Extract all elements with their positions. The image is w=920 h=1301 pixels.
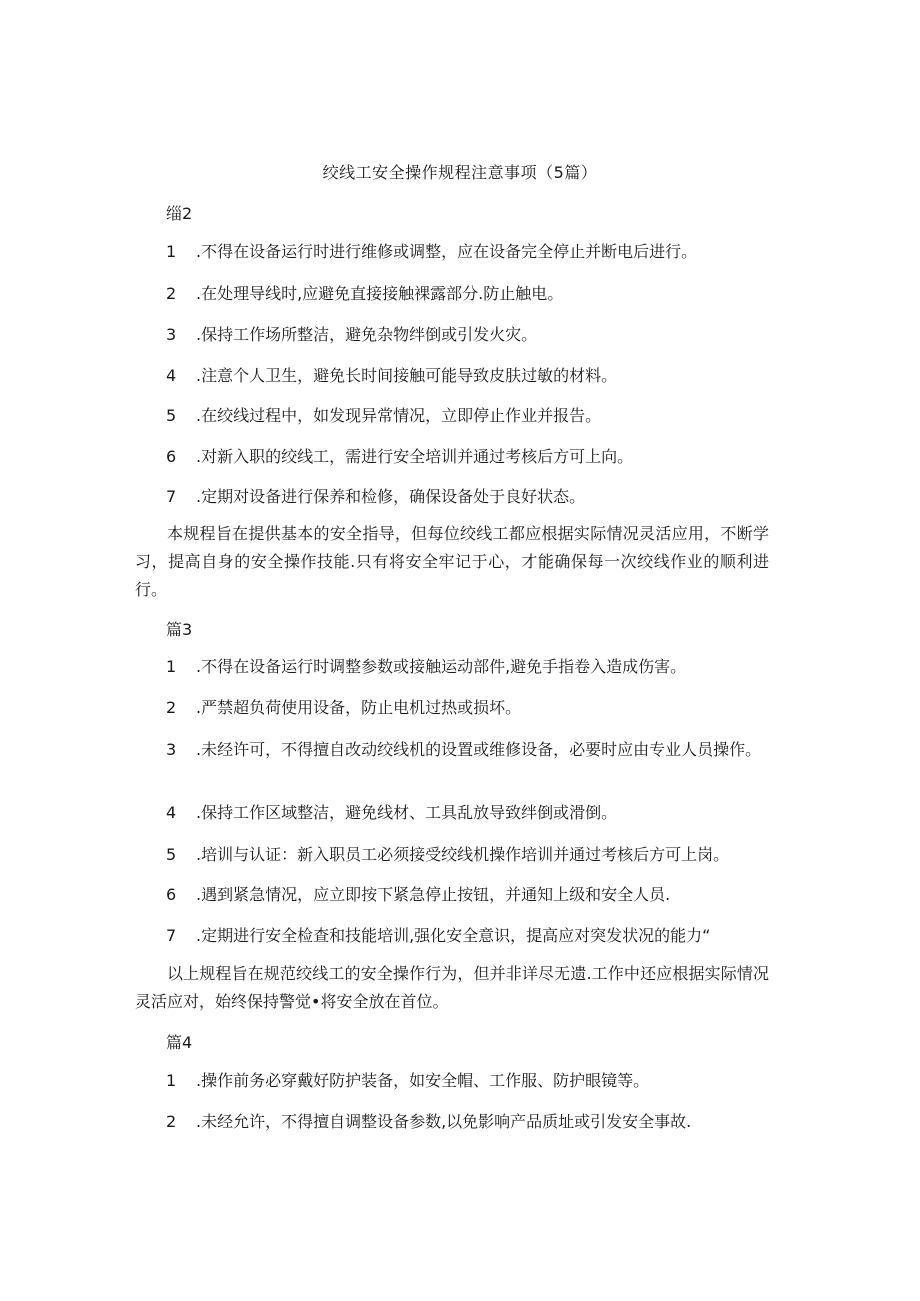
item-text: .对新入职的绞线工，需进行安全培训并通过考核后方可上向。 bbox=[196, 447, 634, 466]
section-label-2: 缁2 bbox=[166, 204, 193, 223]
list-item bbox=[166, 485, 766, 509]
item-text: .不得在设备运行时进行维修或调整，应在设备完全停止并断电后进行。 bbox=[196, 242, 698, 261]
item-number: 6 bbox=[166, 447, 177, 466]
list-item bbox=[166, 924, 766, 948]
item-number: 2 bbox=[166, 698, 177, 717]
item-number: 2 bbox=[166, 1112, 177, 1131]
item-number: 1 bbox=[166, 657, 177, 676]
item-number: 3 bbox=[166, 740, 177, 759]
list-item bbox=[166, 801, 766, 825]
item-number: 6 bbox=[166, 885, 177, 904]
item-text: .定期对设备进行保养和检修，确保设备处于良好状态。 bbox=[196, 487, 586, 506]
list-item bbox=[166, 404, 766, 428]
list-item bbox=[166, 1069, 766, 1093]
document-title: 绞线工安全操作规程注意事项（5篇） bbox=[322, 163, 598, 182]
item-text: .未经允许，不得擅自调整设备参数,以免影响产品质址或引发安全事故. bbox=[196, 1112, 692, 1131]
item-text: .不得在设备运行时调整参数或接触运动部件,避免手指卷入造成伤害。 bbox=[196, 657, 687, 676]
item-number: 4 bbox=[166, 366, 177, 385]
item-number: 5 bbox=[166, 845, 177, 864]
item-number: 1 bbox=[166, 1071, 177, 1090]
item-number: 4 bbox=[166, 803, 177, 822]
section-label-4: 篇4 bbox=[166, 1033, 193, 1052]
list-item bbox=[166, 738, 766, 762]
item-number: 5 bbox=[166, 406, 177, 425]
list-item bbox=[166, 696, 766, 720]
item-text: .注意个人卫生，避免长时间接触可能导致皮肤过敏的材料。 bbox=[196, 366, 618, 385]
list-item bbox=[166, 240, 766, 264]
summary-paragraph: 本规程旨在提供基本的安全指导，但每位绞线工都应根据实际情况灵活应用，不断学习，提高自身的安全操作技能.只有将安全牢记于心，才能确保每一次绞线作业的顺利进行。 bbox=[135, 524, 769, 599]
list-item bbox=[166, 655, 766, 679]
list-item bbox=[166, 323, 766, 347]
list-item bbox=[166, 1110, 766, 1134]
list-item bbox=[166, 843, 766, 867]
item-number: 1 bbox=[166, 242, 177, 261]
list-item bbox=[166, 445, 766, 469]
item-number: 2 bbox=[166, 284, 177, 303]
item-number: 3 bbox=[166, 325, 177, 344]
item-number: 7 bbox=[166, 926, 177, 945]
item-text: .遇到紧急情况，应立即按下紧急停止按钮，并通知上级和安全人员. bbox=[196, 885, 671, 904]
summary-paragraph: 以上规程旨在规范绞线工的安全操作行为，但并非详尽无遗.工作中还应根据实际情况灵活应对，始终保持警觉•将安全放在首位。 bbox=[135, 964, 769, 1011]
item-text: .在绞线过程中，如发现异常情况，立即停止作业并报告。 bbox=[196, 406, 602, 425]
item-number: 7 bbox=[166, 487, 177, 506]
section-label-3: 篇3 bbox=[166, 620, 193, 639]
list-item bbox=[166, 364, 766, 388]
list-item bbox=[166, 282, 766, 306]
item-text: .培训与认证：新入职员工必须接受绞线机操作培训并通过考核后方可上岗。 bbox=[196, 845, 730, 864]
item-text: .保持工作场所整洁，避免杂物绊倒或引发火灾。 bbox=[196, 325, 538, 344]
item-text: .保持工作区域整洁，避免线材、工具乱放导致绊倒或滑倒。 bbox=[196, 803, 618, 822]
item-text: .严禁超负荷使用设备，防止电机过热或损坏。 bbox=[196, 698, 522, 717]
list-item bbox=[166, 883, 766, 907]
item-text: .操作前务必穿戴好防护装备，如安全帽、工作服、防护眼镜等。 bbox=[196, 1071, 650, 1090]
item-text: .定期进行安全检查和技能培训,强化安全意识，提高应对突发状况的能力“ bbox=[196, 926, 711, 945]
item-text: .未经许可，不得擅自改动绞线机的设置或维修设备，必要时应由专业人员操作。 bbox=[196, 740, 762, 759]
item-text: .在处理导线时,应避免直接接触裸露部分.防止触电。 bbox=[196, 284, 564, 303]
